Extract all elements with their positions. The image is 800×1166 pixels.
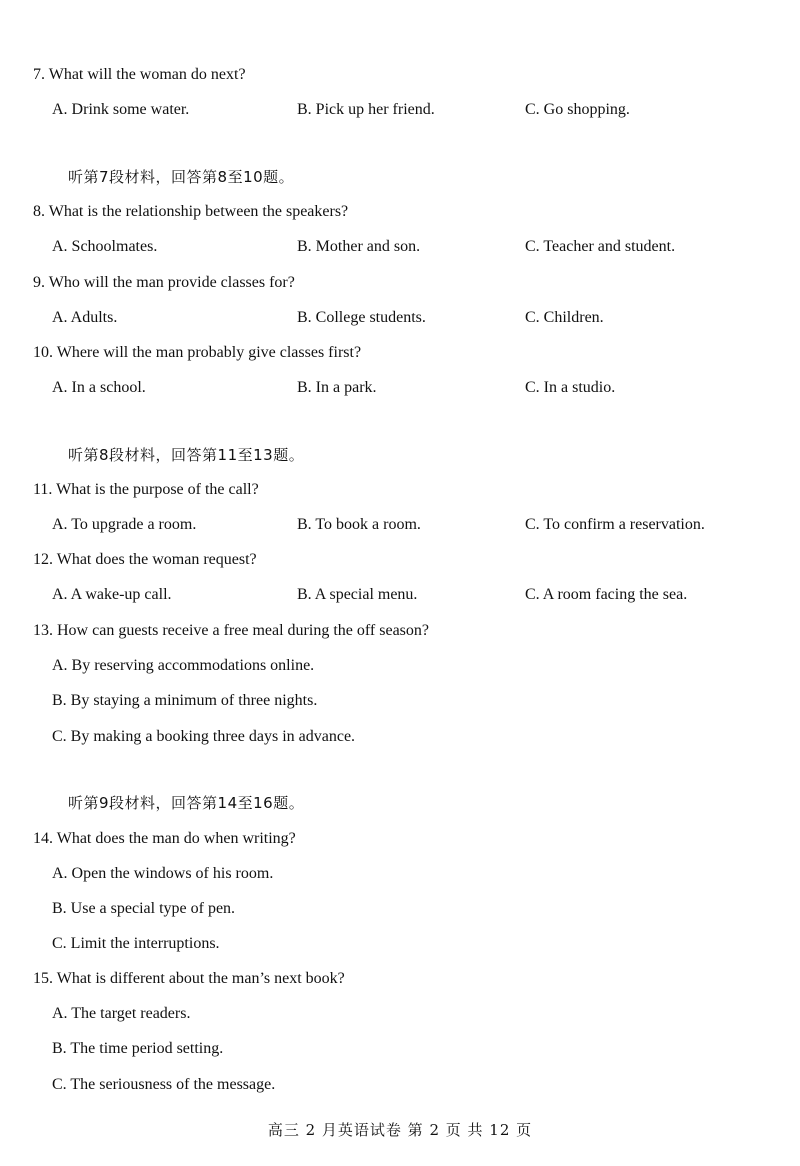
q9-option-c: C. Children. [525, 309, 604, 326]
question-12: 12. What does the woman request? [33, 551, 257, 568]
q12-option-c: C. A room facing the sea. [525, 586, 688, 603]
q7-option-c: C. Go shopping. [525, 101, 630, 118]
page-footer: 高三 2 月英语试卷 第 2 页 共 12 页 [267, 1121, 533, 1139]
q8-option-a: A. Schoolmates. [52, 238, 158, 255]
question-8: 8. What is the relationship between the speakers? [33, 203, 349, 220]
q8-option-b: B. Mother and son. [297, 238, 421, 255]
q12-option-a: A. A wake-up call. [52, 586, 172, 603]
q8-option-c: C. Teacher and student. [525, 238, 676, 255]
q13-option-a: A. By reserving accommodations online. [52, 657, 315, 674]
q10-option-c: C. In a studio. [525, 379, 616, 396]
question-13: 13. How can guests receive a free meal during the off season? [33, 622, 429, 639]
q9-option-b: B. College students. [297, 309, 426, 326]
question-11: 11. What is the purpose of the call? [33, 481, 259, 498]
q11-option-a: A. To upgrade a room. [52, 516, 197, 533]
q9-option-a: A. Adults. [52, 309, 118, 326]
q11-option-b: B. To book a room. [297, 516, 421, 533]
q13-option-b: B. By staying a minimum of three nights. [52, 692, 318, 709]
section-7-instruction: 听第7段材料，回答第8至10题。 [68, 168, 295, 186]
q14-option-a: A. Open the windows of his room. [52, 865, 274, 882]
q14-option-c: C. Limit the interruptions. [52, 935, 220, 952]
q7-option-b: B. Pick up her friend. [297, 101, 435, 118]
section-9-instruction: 听第9段材料，回答第14至16题。 [68, 794, 305, 812]
q14-option-b: B. Use a special type of pen. [52, 900, 236, 917]
q12-option-b: B. A special menu. [297, 586, 418, 603]
q7-option-a: A. Drink some water. [52, 101, 190, 118]
section-8-instruction: 听第8段材料，回答第11至13题。 [68, 446, 305, 464]
question-15: 15. What is different about the man’s next book? [33, 970, 345, 987]
q15-option-c: C. The seriousness of the message. [52, 1076, 276, 1093]
q10-option-a: A. In a school. [52, 379, 146, 396]
q15-option-b: B. The time period setting. [52, 1040, 224, 1057]
q13-option-c: C. By making a booking three days in advance. [52, 728, 356, 745]
q15-option-a: A. The target readers. [52, 1005, 191, 1022]
q10-option-b: B. In a park. [297, 379, 377, 396]
question-9: 9. Who will the man provide classes for? [33, 274, 295, 291]
q11-option-c: C. To confirm a reservation. [525, 516, 705, 533]
question-10: 10. Where will the man probably give classes first? [33, 344, 362, 361]
question-14: 14. What does the man do when writing? [33, 830, 296, 847]
question-7: 7. What will the woman do next? [33, 66, 246, 83]
